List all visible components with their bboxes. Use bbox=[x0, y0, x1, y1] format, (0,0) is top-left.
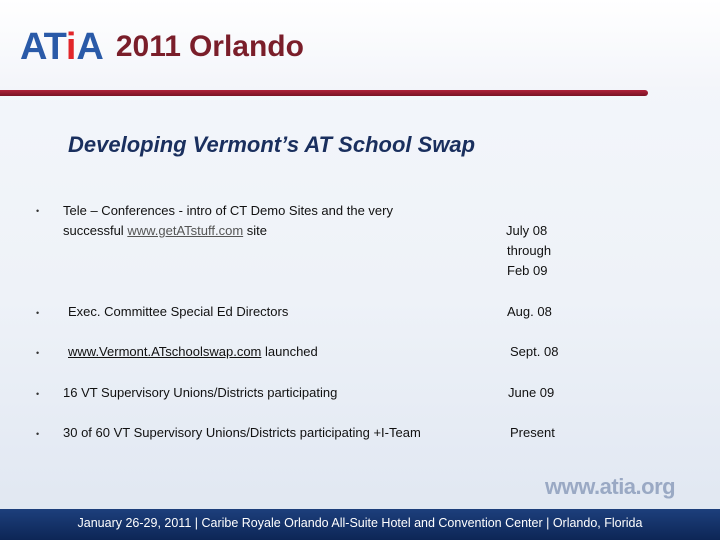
item-date: Aug. 08 bbox=[507, 304, 552, 319]
item-date bbox=[506, 221, 551, 281]
logo-year: 2011 bbox=[115, 30, 181, 63]
list-item-text-line1: Tele – Conferences - intro of CT Demo Sites and the very bbox=[63, 203, 393, 218]
bullet-icon: • bbox=[36, 348, 40, 358]
bullet-icon: • bbox=[36, 389, 40, 399]
list-item-text-line2: successful www.getATstuff.com site bbox=[63, 223, 267, 238]
logo-city: Orlando bbox=[188, 30, 304, 63]
list-item-text: www.Vermont.ATschoolswap.com launched bbox=[68, 344, 318, 359]
logo-at: AT bbox=[20, 25, 66, 68]
list-item-text: 30 of 60 VT Supervisory Unions/Districts participating +I-Team bbox=[63, 425, 421, 440]
bullet-icon: • bbox=[36, 308, 40, 318]
bullet-icon: • bbox=[36, 429, 40, 439]
footer-url: www.atia.org bbox=[545, 474, 676, 499]
logo-a: A bbox=[76, 25, 104, 68]
item-date: Present bbox=[510, 425, 555, 440]
header-divider bbox=[0, 90, 648, 96]
list-item-text: Exec. Committee Special Ed Directors bbox=[68, 304, 289, 319]
item-date: Sept. 08 bbox=[510, 344, 559, 359]
list-item-text: 16 VT Supervisory Unions/Districts participating bbox=[63, 385, 338, 400]
atia-logo bbox=[20, 22, 304, 72]
vermont-atschoolswap-link[interactable]: www.Vermont.ATschoolswap.com bbox=[68, 344, 262, 359]
list-item bbox=[63, 201, 483, 241]
date-line-2: through bbox=[507, 243, 552, 258]
logo-i: i bbox=[65, 25, 77, 68]
slide-title: Developing Vermont’s AT School Swap bbox=[68, 132, 476, 157]
footer-event-info: January 26-29, 2011 | Caribe Royale Orlando All-Suite Hotel and Convention Center | Orlando, Florida bbox=[77, 516, 643, 530]
date-line-1: July 08 bbox=[506, 223, 548, 238]
date-line-3: Feb 09 bbox=[507, 263, 548, 278]
item-date: June 09 bbox=[508, 385, 555, 400]
bullet-icon: • bbox=[36, 206, 40, 216]
getatstuff-link[interactable]: www.getATstuff.com bbox=[127, 223, 244, 238]
